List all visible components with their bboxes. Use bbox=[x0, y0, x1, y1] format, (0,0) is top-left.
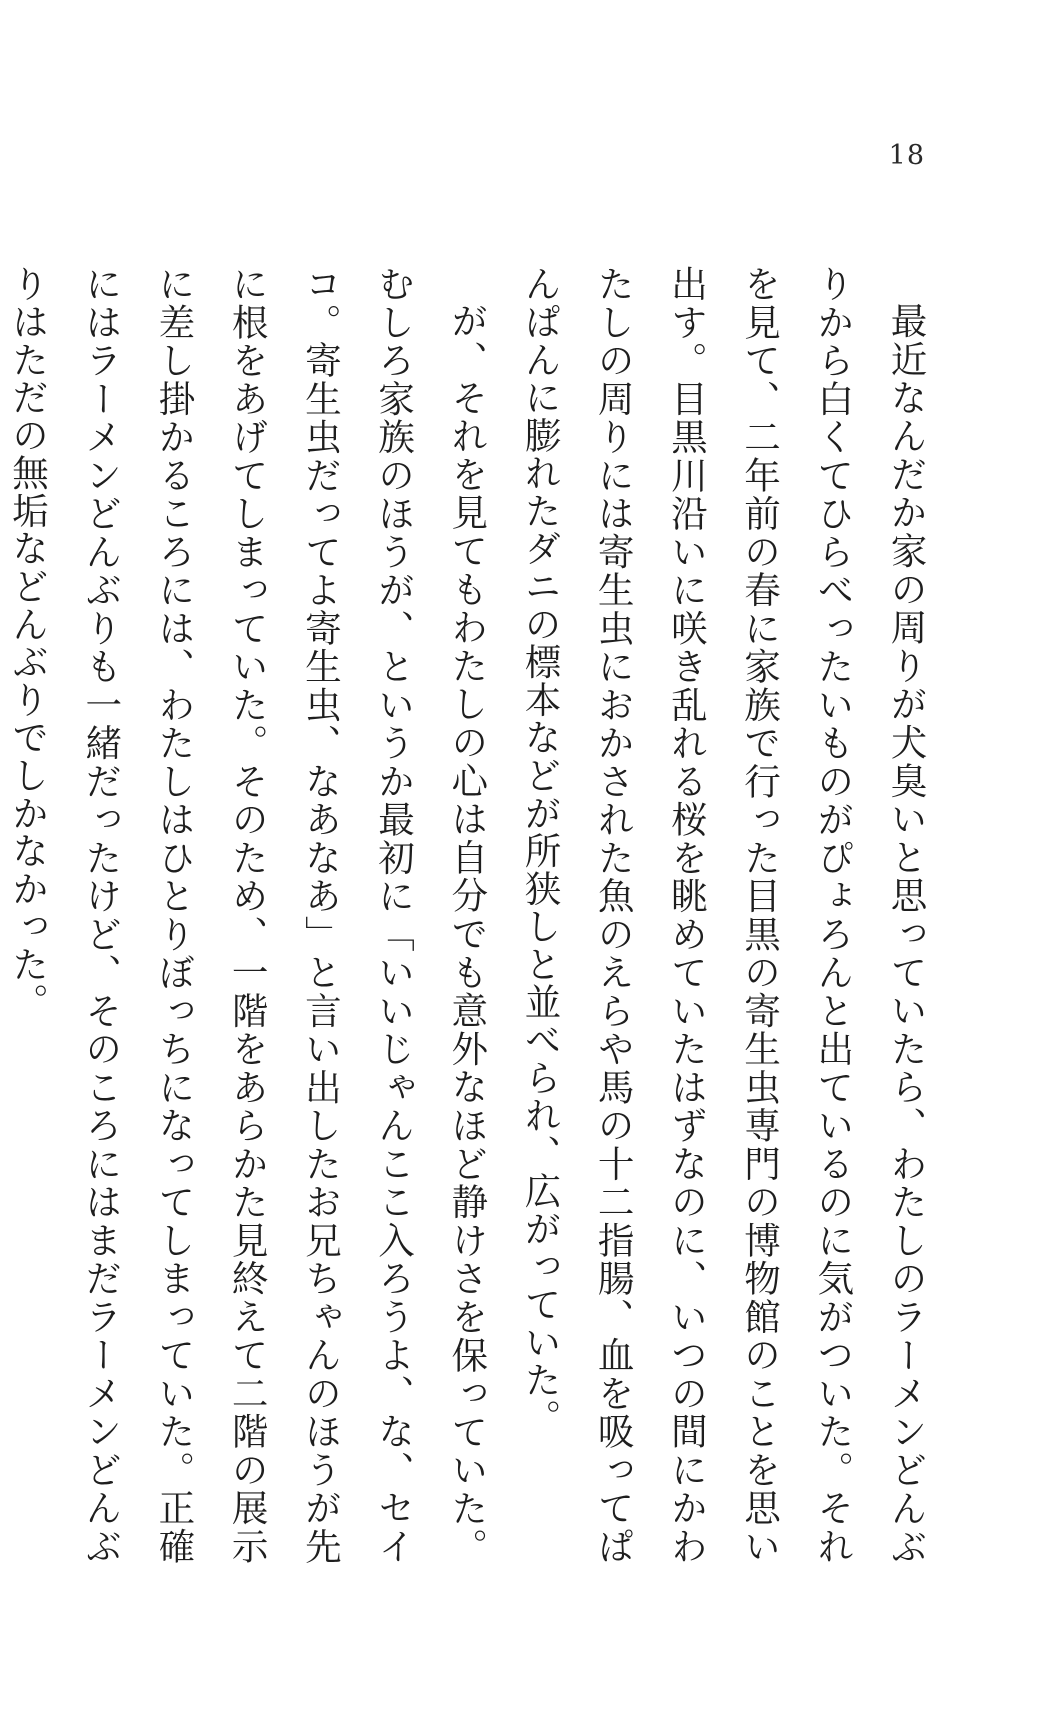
page-number: 18 bbox=[888, 140, 925, 171]
paragraph-1: 最近なんだか家の周りが犬臭いと思っていたら、わたしのラーメンどんぶりから白くてひらべったいものがぴょろんと出ているのに気がついた。それを見て、二年前の春に家族で行った目黒の寄生虫専門の博物館のことを思い出す。目黒川沿いに咲き乱れる桜を眺めていたはずなのに、いつの間にかわたしの周りには寄生虫におかされた魚のえらや馬の十二指腸、血を吸ってぱんぱんに膨れたダニの標本などが所狭しと並べられ、広がっていた。 bbox=[518, 265, 928, 1565]
paragraph-2: が、それを見てもわたしの心は自分でも意外なほど静けさを保っていた。むしろ家族のほうが、というか最初に「いいじゃんここ入ろうよ、な、セイコ。寄生虫だってよ寄生虫、なあなあ」と言い出したお兄ちゃんのほうが先に根をあげてしまっていた。そのため、一階をあらかた見終えて二階の展示に差し掛かるころには、わたしはひとりぼっちになってしまっていた。正確にはラーメンどんぶりも一緒だったけど、そのころにはまだラーメンどんぶりはただの無垢などんぶりでしかなかった。 bbox=[6, 265, 489, 1565]
body-text bbox=[6, 265, 943, 1565]
